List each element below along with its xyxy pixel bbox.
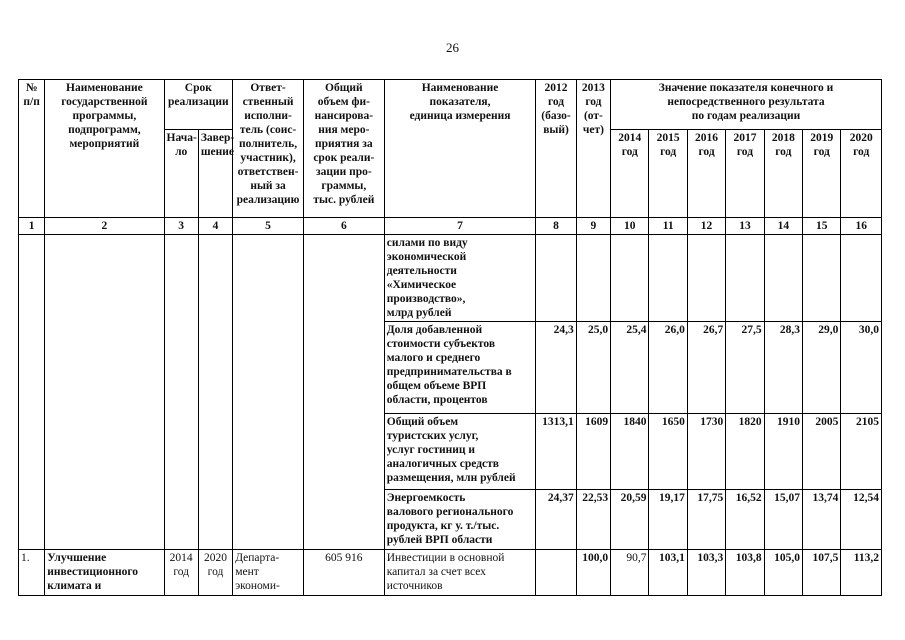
value-2013: 25,0	[576, 322, 610, 414]
cell-funding-empty	[303, 235, 384, 550]
value-2019	[803, 235, 841, 322]
header-num: № п/п	[19, 80, 45, 218]
value-2018	[764, 235, 802, 322]
table-row	[19, 550, 882, 596]
value-2014: 90,7	[611, 550, 649, 596]
value-2020	[841, 235, 882, 322]
indicator-name: силами по виду экономической деятельности «Химическое производство», млрд рублей	[384, 235, 536, 322]
value-2016	[687, 235, 725, 322]
value-2016: 17,75	[687, 490, 725, 550]
value-2019: 107,5	[803, 550, 841, 596]
value-2015: 19,17	[649, 490, 687, 550]
column-number: 6	[303, 218, 384, 235]
header-year: 2018 год	[764, 130, 802, 218]
value-2014: 25,4	[611, 322, 649, 414]
column-number: 3	[164, 218, 198, 235]
value-2017: 103,8	[726, 550, 764, 596]
header-year: 2016 год	[687, 130, 725, 218]
value-2019: 2005	[803, 414, 841, 490]
cell-start-empty	[164, 235, 198, 550]
column-number: 8	[536, 218, 576, 235]
header-year: 2014 год	[611, 130, 649, 218]
header-year: 2017 год	[726, 130, 764, 218]
value-2019: 29,0	[803, 322, 841, 414]
value-2013: 100,0	[576, 550, 610, 596]
value-2014	[611, 235, 649, 322]
cell-end-empty	[198, 235, 232, 550]
value-2019: 13,74	[803, 490, 841, 550]
column-number: 4	[198, 218, 232, 235]
column-number: 1	[19, 218, 45, 235]
value-2012: 24,37	[536, 490, 576, 550]
value-2016: 26,7	[687, 322, 725, 414]
value-2017: 16,52	[726, 490, 764, 550]
value-2016: 1730	[687, 414, 725, 490]
column-number: 7	[384, 218, 536, 235]
item-end: 2020 год	[198, 550, 232, 596]
cell-responsible-empty	[233, 235, 304, 550]
value-2013	[576, 235, 610, 322]
header-program-name: Наименование государственной программы, подпрограмм, мероприятий	[45, 80, 164, 218]
value-2018: 105,0	[764, 550, 802, 596]
value-2015: 26,0	[649, 322, 687, 414]
header-2013: 2013 год (от- чет)	[576, 80, 610, 218]
column-number: 10	[611, 218, 649, 235]
column-number: 9	[576, 218, 610, 235]
cell-num-empty	[19, 235, 45, 550]
header-start: Нача- ло	[164, 130, 198, 218]
value-2015: 1650	[649, 414, 687, 490]
indicator-name: Энергоемкость валового регионального продукта, кг у. т./тыс. рублей ВРП области	[384, 490, 536, 550]
value-2020: 30,0	[841, 322, 882, 414]
value-2020: 113,2	[841, 550, 882, 596]
header-end: Завер- шение	[198, 130, 232, 218]
value-2018: 15,07	[764, 490, 802, 550]
header-year: 2020 год	[841, 130, 882, 218]
header-responsible: Ответ- ственный исполни- тель (соис- полнитель, участник), ответствен- ный за реализацию	[233, 80, 304, 218]
column-number: 11	[649, 218, 687, 235]
value-2016: 103,3	[687, 550, 725, 596]
value-2017	[726, 235, 764, 322]
column-number: 13	[726, 218, 764, 235]
value-2013: 1609	[576, 414, 610, 490]
value-2017: 1820	[726, 414, 764, 490]
column-number: 2	[45, 218, 164, 235]
value-2012	[536, 235, 576, 322]
indicator-name: Инвестиции в основной капитал за счет всех источников	[384, 550, 536, 596]
indicator-name: Доля добавленной стоимости субъектов малого и среднего предпринимательства в общем объеме ВРП области, процентов	[384, 322, 536, 414]
item-name: Улучшение инвестиционного климата и	[45, 550, 164, 596]
item-start: 2014 год	[164, 550, 198, 596]
header-year: 2019 год	[803, 130, 841, 218]
column-number: 14	[764, 218, 802, 235]
value-2017: 27,5	[726, 322, 764, 414]
page-number: 26	[446, 40, 459, 55]
value-2012	[536, 550, 576, 596]
table-row	[19, 235, 882, 322]
indicator-name: Общий объем туристских услуг, услуг гостиниц и аналогичных средств размещения, млн рублей	[384, 414, 536, 490]
header-year: 2015 год	[649, 130, 687, 218]
item-funding: 605 916	[303, 550, 384, 596]
value-2015	[649, 235, 687, 322]
value-2012: 24,3	[536, 322, 576, 414]
column-number: 16	[841, 218, 882, 235]
column-number: 15	[803, 218, 841, 235]
value-2015: 103,1	[649, 550, 687, 596]
value-2012: 1313,1	[536, 414, 576, 490]
header-2012: 2012 год (базо- вый)	[536, 80, 576, 218]
value-2013: 22,53	[576, 490, 610, 550]
column-number-row	[19, 218, 882, 235]
column-number: 5	[233, 218, 304, 235]
value-2018: 28,3	[764, 322, 802, 414]
column-number: 12	[687, 218, 725, 235]
value-2014: 20,59	[611, 490, 649, 550]
item-responsible: Департа- мент экономи-	[233, 550, 304, 596]
indicator-table	[18, 79, 882, 596]
value-2020: 12,54	[841, 490, 882, 550]
value-2014: 1840	[611, 414, 649, 490]
header-funding: Общий объем фи- нансирова- ния меро- приятия за срок реали- зации про- граммы, тыс. рублей	[303, 80, 384, 218]
item-num: 1.	[19, 550, 45, 596]
value-2018: 1910	[764, 414, 802, 490]
cell-name-empty	[45, 235, 164, 550]
header-indicator: Наименование показателя, единица измерения	[384, 80, 536, 218]
header-period: Срок реализации	[164, 80, 233, 130]
value-2020: 2105	[841, 414, 882, 490]
header-values-by-year: Значение показателя конечного и непосредственного результата по годам реализации	[611, 80, 882, 130]
